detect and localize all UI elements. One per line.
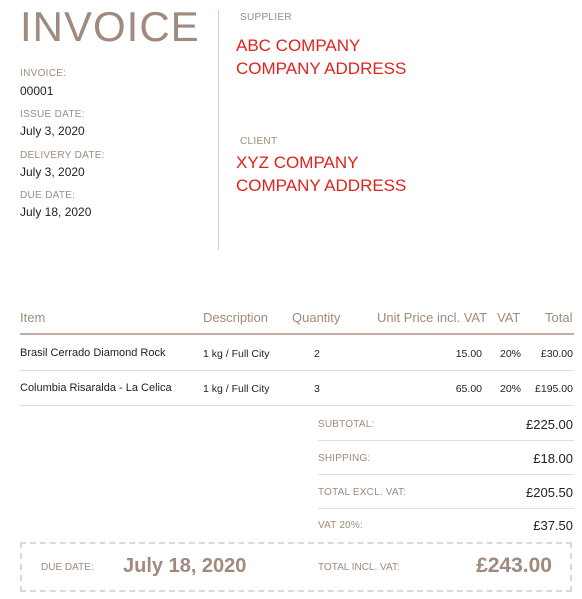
row2-unit-price: 65.00: [455, 383, 482, 395]
vat-label: VAT 20%:: [318, 520, 363, 531]
supplier-address: COMPANY ADDRESS: [236, 59, 407, 78]
col-header-vat: VAT: [497, 310, 521, 325]
total-incl-vat-value: £243.00: [476, 554, 552, 577]
col-header-description: Description: [203, 310, 269, 325]
issue-date-label: ISSUE DATE:: [20, 109, 85, 120]
row1-total: £30.00: [540, 348, 573, 360]
row1-unit-price: 15.00: [455, 348, 482, 360]
row1-description: 1 kg / Full City: [203, 348, 270, 360]
client-address: COMPANY ADDRESS: [236, 176, 407, 195]
footer-due-date-label: DUE DATE:: [41, 562, 94, 573]
col-header-unit-price: Unit Price incl. VAT: [377, 310, 488, 325]
shipping-label: SHIPPING:: [318, 453, 371, 464]
client-name: XYZ COMPANY: [236, 153, 359, 172]
total-excl-vat-value: £205.50: [526, 485, 573, 500]
vat-value: £37.50: [533, 518, 573, 533]
total-excl-vat-rule: [318, 508, 574, 509]
row1-rule: [20, 370, 574, 371]
col-header-quantity: Quantity: [292, 310, 341, 325]
delivery-date-value: July 3, 2020: [20, 165, 85, 179]
header-divider: [218, 10, 219, 250]
total-incl-vat-label: TOTAL INCL. VAT:: [318, 562, 400, 573]
invoice-number-label: INVOICE:: [20, 68, 67, 79]
row2-quantity: 3: [314, 383, 320, 395]
due-date-value: July 18, 2020: [20, 205, 92, 219]
row2-total: £195.00: [535, 383, 573, 395]
delivery-date-label: DELIVERY DATE:: [20, 150, 105, 161]
total-excl-vat-label: TOTAL EXCL. VAT:: [318, 487, 407, 498]
col-header-item: Item: [20, 310, 46, 325]
due-date-label: DUE DATE:: [20, 190, 76, 201]
shipping-rule: [318, 474, 574, 475]
shipping-value: £18.00: [533, 451, 573, 466]
row2-item: Columbia Risaralda - La Celica: [20, 382, 172, 394]
client-label: CLIENT: [240, 136, 278, 147]
subtotal-label: SUBTOTAL:: [318, 419, 375, 430]
supplier-name: ABC COMPANY: [236, 36, 361, 55]
invoice-title: INVOICE: [20, 3, 200, 50]
invoice-number-value: 00001: [20, 84, 54, 98]
footer-due-date-value: July 18, 2020: [123, 555, 247, 577]
table-header-rule: [20, 333, 574, 335]
supplier-label: SUPPLIER: [240, 12, 292, 23]
row1-item: Brasil Cerrado Diamond Rock: [20, 347, 166, 359]
row2-vat: 20%: [500, 383, 522, 395]
row2-rule: [20, 405, 574, 406]
subtotal-value: £225.00: [526, 417, 573, 432]
row1-vat: 20%: [500, 348, 522, 360]
row1-quantity: 2: [314, 348, 320, 360]
issue-date-value: July 3, 2020: [20, 124, 85, 138]
col-header-total: Total: [545, 310, 573, 325]
subtotal-rule: [318, 440, 574, 441]
row2-description: 1 kg / Full City: [203, 383, 270, 395]
